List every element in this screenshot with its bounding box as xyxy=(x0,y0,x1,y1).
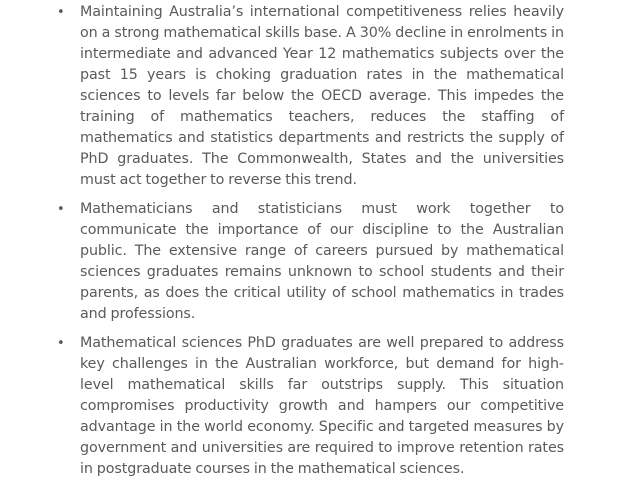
document-body xyxy=(0,2,631,488)
list-item xyxy=(0,333,631,480)
list-item xyxy=(0,199,631,325)
bullet-icon: • xyxy=(57,336,65,351)
bullet-icon: • xyxy=(57,202,65,217)
bullet-list xyxy=(0,2,631,480)
bullet-text: Maintaining Australia’s international competitiveness relies heavily on a strong mathematical skills base. A 30% decline in enrolments in intermediate and advanced Year 12 mathematics subjects over the past 15 years is choking graduation rates in the mathematical sciences to levels far below the OECD average. This impedes the training of mathematics teachers, reduces the staffing of mathematics and statistics departments and restricts the supply of PhD graduates. The Commonwealth, States and the universities must act together to reverse this trend. xyxy=(80,4,564,188)
list-item xyxy=(0,2,631,191)
bullet-icon: • xyxy=(57,5,65,20)
bullet-text: Mathematicians and statisticians must work together to communicate the importance of our discipline to the Australian public. The extensive range of careers pursued by mathematical sciences graduates remains unknown to school students and their parents, as does the critical utility of school mathematics in trades and professions. xyxy=(80,201,564,322)
bullet-text: Mathematical sciences PhD graduates are well prepared to address key challenges in the Australian workforce, but demand for high-level mathematical skills far outstrips supply. This situation compromises productivity growth and hampers our competitive advantage in the world economy. Specific and targeted measures by government and universities are required to improve retention rates in postgraduate courses in the mathematical sciences. xyxy=(80,335,564,477)
